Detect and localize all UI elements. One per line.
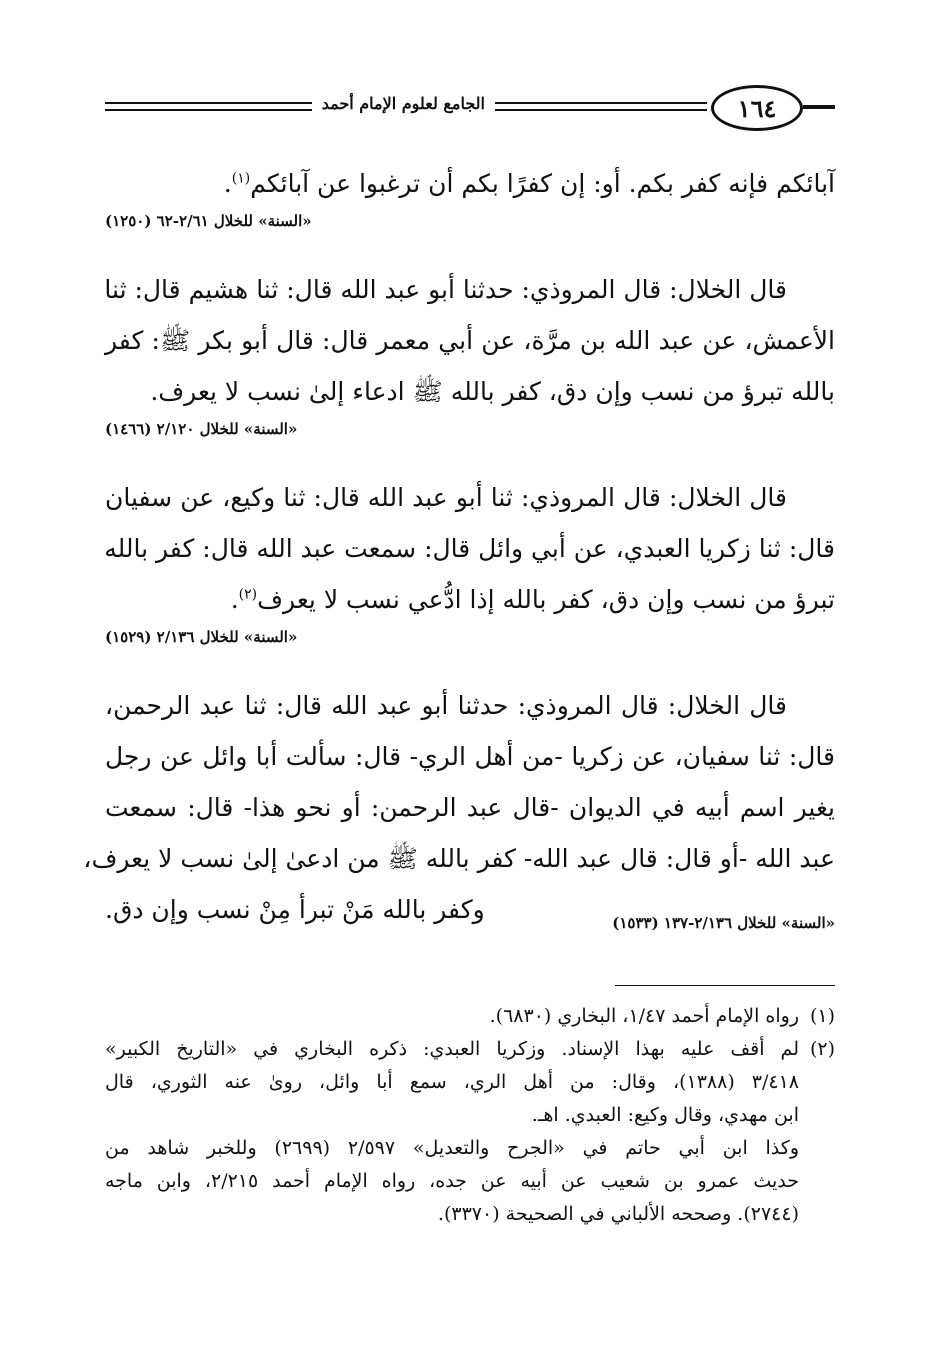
footnote-number: (٢) [809,1038,835,1060]
text-line: بالله تبرؤ من نسب وإن دق، كفر بالله ﷺ ادعاء إلىٰ نسب لا يعرف. [150,377,835,406]
text-line: قال الخلال: قال المروذي: حدثنا أبو عبد الله قال: ثنا هشيم قال: ثنا [104,275,787,304]
footnote-number: (١) [809,1005,835,1027]
text-line: قال: ثنا سفيان، عن زكريا -من أهل الري- قال: سألت أبا وائل عن رجل [105,742,835,771]
footnote-2-continuation [105,1132,835,1231]
footnote-line: (٢٧٤٤). وصححه الألباني في الصحيحة (٣٣٧٠). [437,1203,799,1225]
text-line: الأعمش، عن عبد الله بن مرَّة، عن أبي معمر قال: قال أبو بكر ﷺ: كفر [105,326,835,355]
last-line-with-reference [105,884,835,935]
footnote-1 [105,1000,835,1033]
paragraph-4 [83,680,835,935]
text-line: عبد الله -أو قال: قال عبد الله- كفر بالله ﷺ من ادعىٰ إلىٰ نسب لا يعرف، [83,844,835,873]
header-rule-right [803,105,835,109]
footnote-2 [105,1033,835,1132]
text-line: وكفر بالله مَنْ تبرأ مِنْ نسب وإن دق. [105,895,485,924]
text-line: يغير اسم أبيه في الديوان -قال عبد الرحمن: أو نحو هذا- قال: سمعت [105,793,835,822]
footnote-line: وكذا ابن أبي حاتم في «الجرح والتعديل» ٢/٥٩٧ (٢٦٩٩) وللخبر شاهد من [105,1137,800,1159]
paragraph-3 [105,472,835,649]
main-text [83,158,835,935]
source-reference: «السنة» للخلال ٢/٦١-٦٢ (١٢٥٠) [105,212,312,230]
text-line: قال الخلال: قال المروذي: حدثنا أبو عبد الله قال: ثنا عبد الرحمن، [105,691,787,720]
footnote-mark[interactable]: (٢) [238,586,258,603]
footnote-line: ابن مهدي، وقال وكيع: العبدي. اهـ. [531,1104,799,1126]
footnote-line: ٣/٤١٨ (١٣٨٨)، وقال: من أهل الري، سمع أبا وائل، روىٰ عنه الثوري، قال [105,1071,799,1093]
text-line: تبرؤ من نسب وإن دق، كفر بالله إذا ادُّعي نسب لا يعرف$^{(٢)}$. [230,585,835,614]
paragraph-2 [105,264,835,441]
footnote-mark[interactable]: (١) [231,170,251,187]
running-title: الجامع لعلوم الإمام أحمد [312,94,495,113]
text-line: قال: ثنا زكريا العبدي، عن أبي وائل قال: سمعت عبد الله قال: كفر بالله [104,534,835,563]
source-reference: «السنة» للخلال ٢/١٣٦-١٣٧ (١٥٣٣) [612,914,835,932]
source-reference: «السنة» للخلال ٢/١٢٠ (١٤٦٦) [105,420,298,438]
source-reference: «السنة» للخلال ٢/١٣٦ (١٥٢٩) [105,628,298,646]
footnote-line: حديث عمرو بن شعيب عن أبيه عن جده، رواه الإمام أحمد ٢/٢١٥، وابن ماجه [105,1170,799,1192]
footnote-line: لم أقف عليه بهذا الإسناد. وزكريا العبدي: ذكره البخاري في «التاريخ الكبير» [105,1038,799,1060]
footnote-separator [615,985,835,986]
footnote-line: رواه الإمام أحمد ١/٤٧، البخاري (٦٨٣٠). [489,1005,799,1027]
page-number-badge: ١٦٤ [711,85,803,131]
footnotes [105,1000,835,1231]
text-line: آبائكم فإنه كفر بكم. أو: إن كفرًا بكم أن ترغبوا عن آبائكم$^{(١)}$. [223,169,835,198]
text-line: قال الخلال: قال المروذي: ثنا أبو عبد الله قال: ثنا وكيع، عن سفيان [105,483,787,512]
paragraph-1 [105,158,835,233]
page-header [105,85,835,131]
